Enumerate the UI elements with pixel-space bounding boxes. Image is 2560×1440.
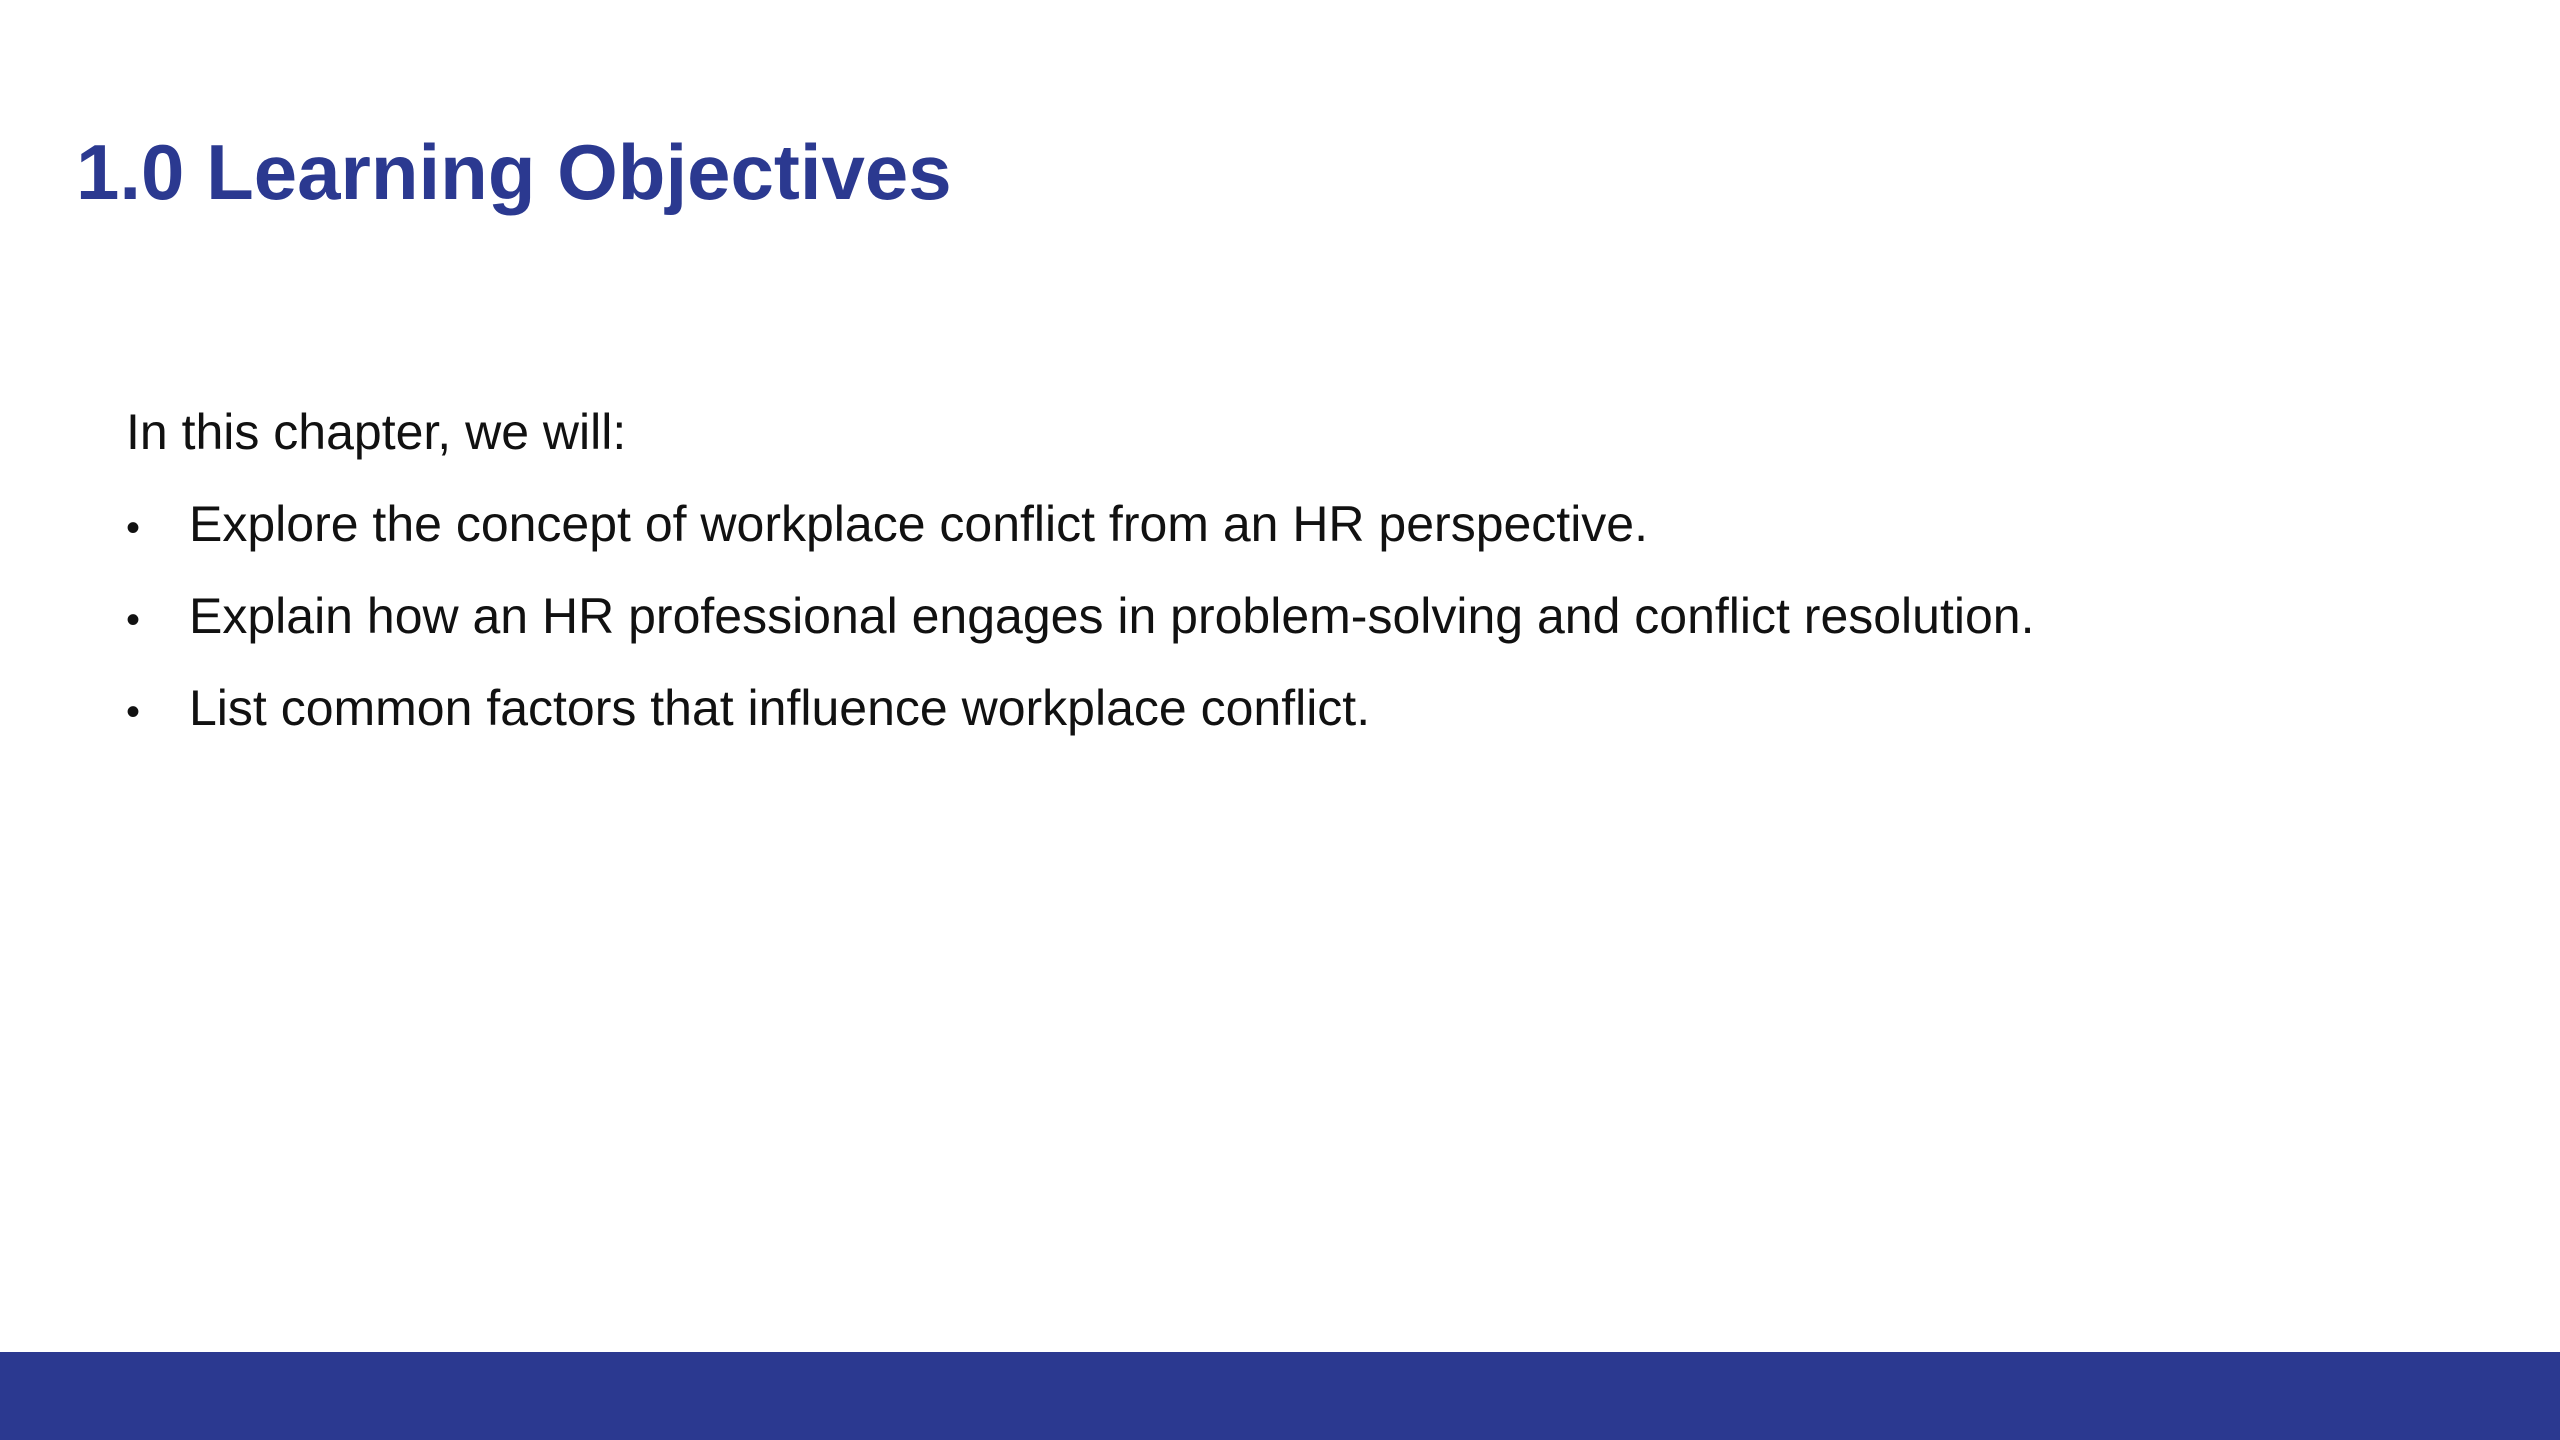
list-item xyxy=(126,668,2426,760)
bullet-icon: • xyxy=(126,690,141,734)
intro-text: In this chapter, we will: xyxy=(126,404,627,460)
footer-bar xyxy=(0,1352,2560,1440)
bullet-icon: • xyxy=(126,506,141,550)
bullet-icon: • xyxy=(126,598,141,642)
slide-body xyxy=(126,392,2426,760)
list-item xyxy=(126,576,2426,668)
objectives-list xyxy=(126,484,2426,760)
objective-text: Explore the concept of workplace conflict from an HR perspective. xyxy=(189,496,1649,552)
objective-text: List common factors that influence workplace conflict. xyxy=(189,680,1371,736)
slide-title: 1.0 Learning Objectives xyxy=(76,128,952,216)
objective-text: Explain how an HR professional engages in problem-solving and conflict resolution. xyxy=(189,588,2035,644)
list-item xyxy=(126,484,2426,576)
